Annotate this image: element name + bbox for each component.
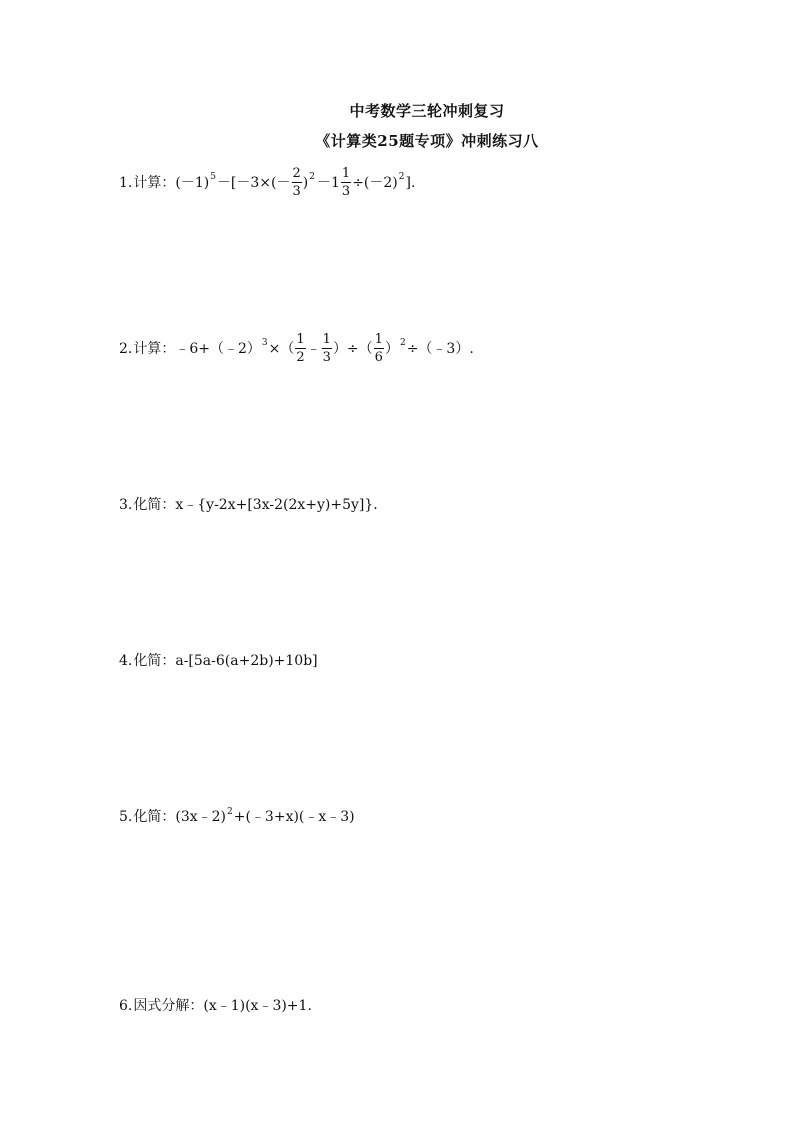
fraction-denominator: 3 [322,350,331,365]
expr-part: ÷（﹣3）. [406,340,474,357]
fraction [374,333,384,364]
expr-part: ×（ [268,340,295,357]
fraction-denominator: 3 [292,184,301,199]
fraction-denominator: 6 [374,350,383,365]
problem-3 [119,498,378,512]
fraction-numerator: 1 [322,332,331,347]
problem-label: 因式分解： [133,998,204,1014]
fraction-numerator: 2 [292,166,301,181]
expression: +(﹣3+x)(﹣x﹣3) [233,809,355,825]
document-title: 中考数学三轮冲刺复习 [349,102,505,120]
expr-part: (－1) [175,174,210,191]
problem-number: 6. [119,998,133,1014]
problem-number: 2. [119,340,133,357]
expr-part: ）÷（ [332,340,373,357]
expression: x﹣{y-2x+[3x-2(2x+y)+5y]}. [175,497,378,513]
fraction-numerator: 1 [296,332,305,347]
expr-part: ]. [405,174,416,191]
problem-label: 化简： [133,653,176,669]
expr-part: ) [302,174,309,191]
expr-part: ﹣ [306,340,321,357]
document-subtitle: 《计算类25题专项》冲刺练习八 [315,132,539,150]
problem-label: 计算： [133,340,176,357]
expr-part: ÷(－2) [352,174,398,191]
expr-part: －1 [316,174,340,191]
problem-label: 化简： [133,809,176,825]
problem-label: 计算： [133,174,176,191]
exponent: 2 [309,172,315,182]
expr-part: ） [384,340,399,357]
fraction-numerator: 1 [341,166,351,181]
fraction [292,167,302,198]
problem-label: 化简： [133,497,176,513]
fraction-denominator: 2 [296,350,305,365]
problem-number: 5. [119,809,133,825]
problem-number: 3. [119,497,133,513]
expr-part: ﹣6+（﹣2） [175,340,261,357]
fraction-numerator: 1 [374,332,383,347]
expression: a-[5a-6(a+2b)+10b] [175,653,318,669]
problem-1 [119,167,415,198]
problem-number: 1. [119,174,133,191]
fraction [341,167,351,198]
fraction [322,333,332,364]
exponent: 3 [261,338,268,348]
exponent: 2 [399,338,406,348]
exponent: 2 [398,172,405,182]
problem-number: 4. [119,653,133,669]
fraction [295,333,305,364]
problem-4 [119,654,318,668]
fraction-denominator: 3 [341,184,351,199]
expr-part: －[－3×(－ [216,174,291,191]
expression: (x﹣1)(x﹣3)+1. [203,998,312,1014]
exponent: 2 [227,806,233,817]
problem-5 [119,806,355,825]
problem-6 [119,999,312,1013]
expression: (3x﹣2) [175,809,226,825]
exponent: 5 [210,172,216,182]
problem-2 [119,333,474,364]
